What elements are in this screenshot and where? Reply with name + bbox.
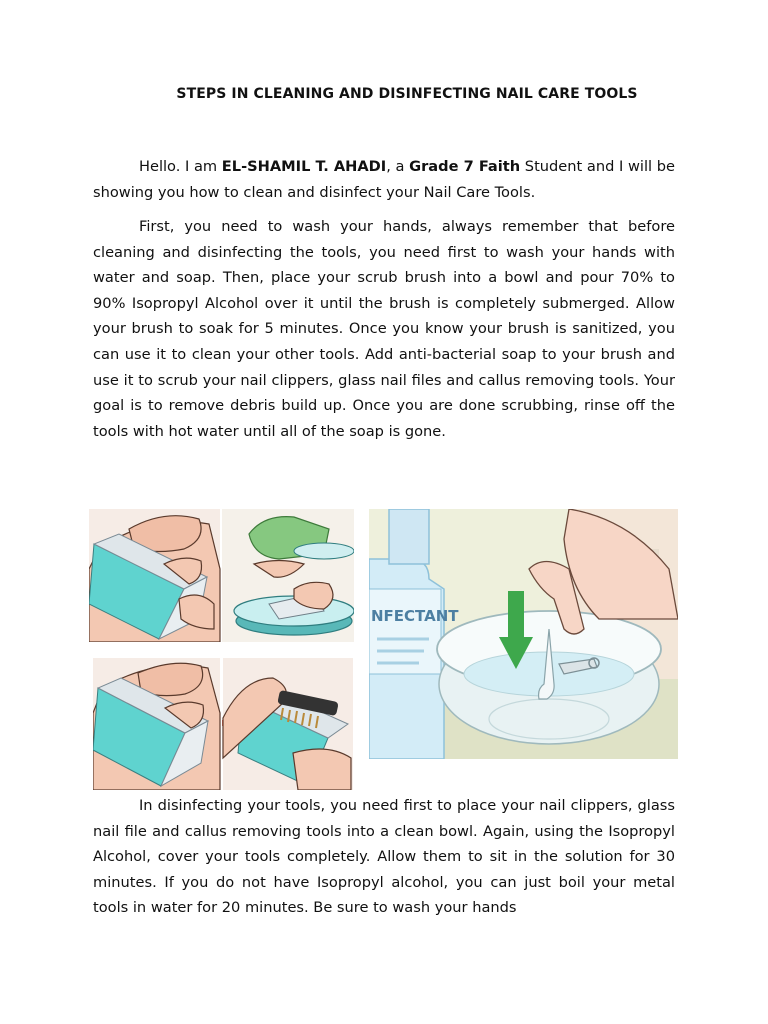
intro-lead: Hello. I am: [139, 158, 222, 175]
intro-paragraph: [93, 154, 675, 205]
intro-mid: , a: [386, 158, 410, 175]
disinfectant-bowl-illustration: [369, 509, 678, 759]
document-title: STEPS IN CLEANING AND DISINFECTING NAIL CARE TOOLS: [176, 86, 638, 102]
grade-section: Grade 7 Faith: [409, 158, 521, 175]
scrub-soak-illustration: [89, 509, 354, 642]
bottle-label: NFECTANT: [371, 607, 459, 625]
author-name: EL-SHAMIL T. AHADI: [221, 158, 387, 175]
cleaning-steps-paragraph: First, you need to wash your hands, always remember that before cleaning and disinfecting the tools, you need first to wash your hands with water and soap. Then, place your scrub brush into a bowl and pour 70% to 90% Isopropyl Alcohol over it until the brush is completely submerged. Allow your brush to soak for 5 minutes. Once you know your brush is sanitized, you can use it to clean your other tools. Add anti-bacterial soap to your brush and use it to scrub your nail clippers, glass nail files and callus removing tools. Your goal is to remove debris build up. Once you are done scrubbing, rinse off the tools with hot water until all of the soap is gone.: [93, 218, 675, 440]
intro-tail: Student and I will be showing you how to clean and disinfect your Nail Care Tools.: [93, 158, 675, 201]
disinfecting-steps-paragraph: In disinfecting your tools, you need first to place your nail clippers, glass nail file and callus removing tools into a clean bowl. Again, using the Isopropyl Alcohol, cover your tools completely. Allow them to sit in the solution for 30 minutes. If you do not have Isopropyl alcohol, you can just boil your metal tools in water for 20 minutes. Be sure to wash your hands: [93, 797, 675, 917]
scrub-brush-illustration: [93, 658, 353, 790]
